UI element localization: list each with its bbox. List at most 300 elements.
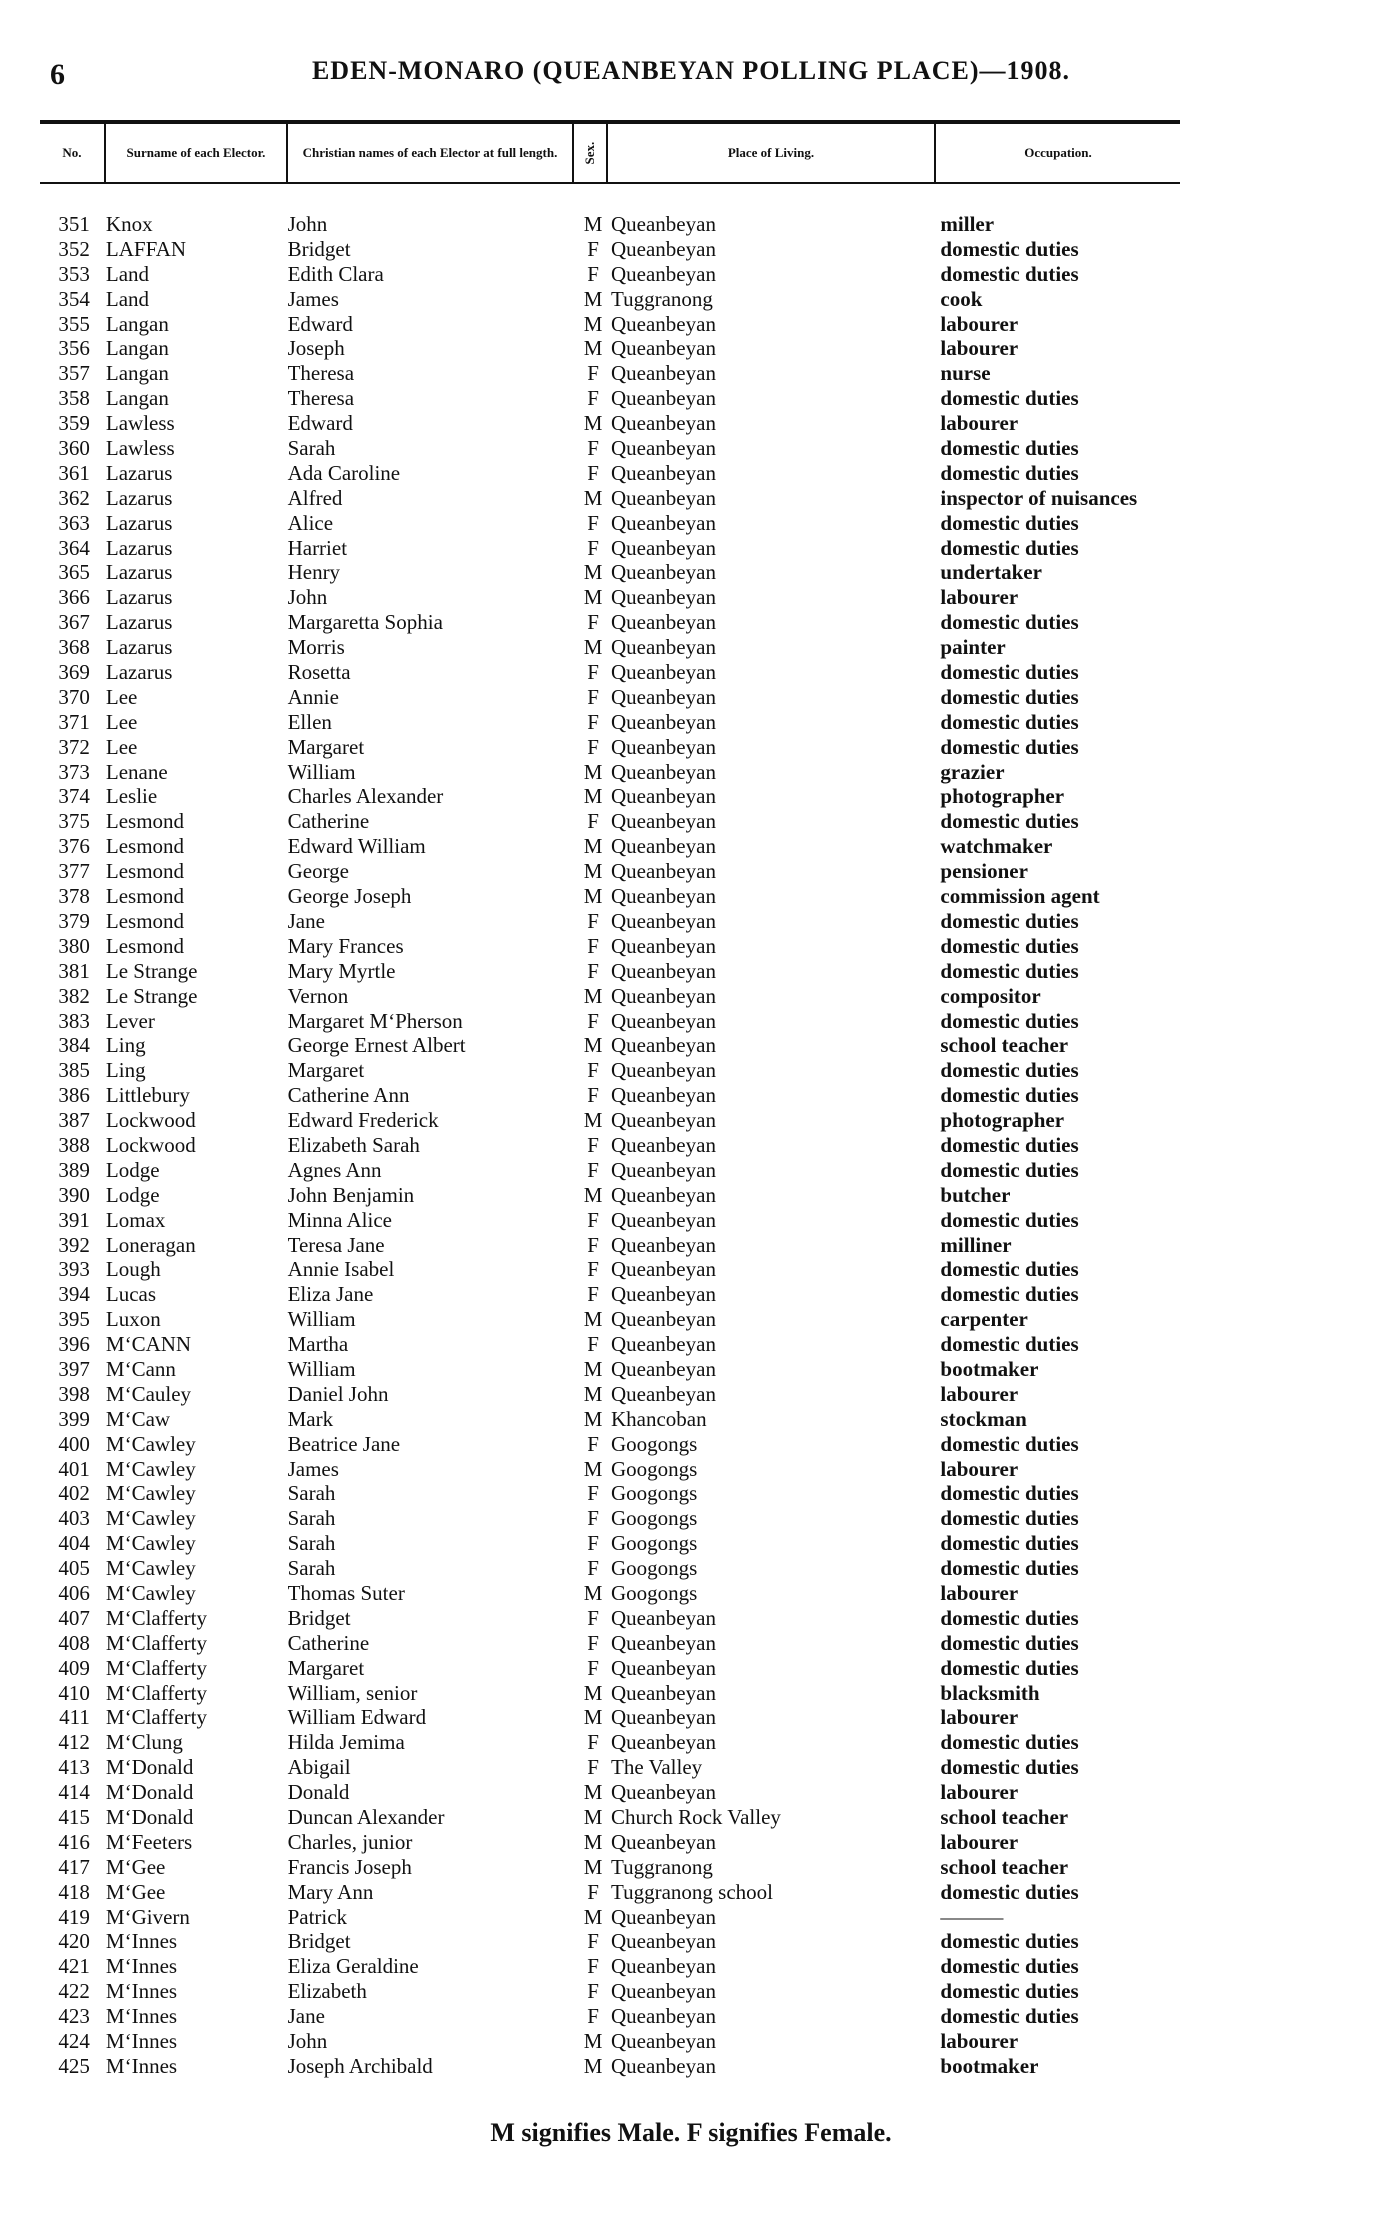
elector-sex: F xyxy=(587,460,599,485)
table-row xyxy=(40,1755,1180,1780)
elector-place: Queanbeyan xyxy=(611,386,716,411)
elector-sex: M xyxy=(583,1356,603,1381)
elector-surname: Knox xyxy=(105,212,153,236)
table-row xyxy=(40,312,1180,337)
elector-number: 425 xyxy=(58,2053,90,2078)
elector-sex: M xyxy=(583,1033,603,1058)
elector-christian-names: Ada Caroline xyxy=(287,460,401,485)
elector-number: 358 xyxy=(58,386,90,411)
elector-number: 398 xyxy=(58,1381,90,1406)
elector-occupation: domestic duties xyxy=(940,436,1079,461)
elector-occupation: pensioner xyxy=(940,859,1028,884)
elector-surname: M‘Gee xyxy=(105,1854,166,1879)
elector-place: Queanbeyan xyxy=(611,1381,716,1406)
elector-surname: Lodge xyxy=(105,1157,160,1182)
elector-number: 424 xyxy=(58,2029,90,2054)
elector-sex: M xyxy=(583,1904,603,1929)
elector-surname: M‘Caw xyxy=(105,1406,171,1431)
elector-sex: F xyxy=(587,386,599,411)
elector-number: 388 xyxy=(58,1132,90,1157)
elector-surname: M‘Innes xyxy=(105,2053,178,2078)
elector-occupation: labourer xyxy=(940,1381,1019,1406)
elector-christian-names: Margaret M‘Pherson xyxy=(287,1008,463,1033)
elector-sex: M xyxy=(583,859,603,884)
elector-occupation: domestic duties xyxy=(940,460,1079,485)
table-row xyxy=(40,1233,1180,1258)
table-row xyxy=(40,1880,1180,1905)
elector-number: 374 xyxy=(58,784,90,809)
table-row xyxy=(40,287,1180,312)
elector-number: 390 xyxy=(58,1182,90,1207)
elector-place: Queanbeyan xyxy=(611,460,716,485)
elector-occupation: ——— xyxy=(940,1904,1004,1929)
elector-sex: F xyxy=(587,1879,599,1904)
elector-sex: F xyxy=(587,1979,599,2004)
table-row xyxy=(40,660,1180,685)
elector-christian-names: Francis Joseph xyxy=(287,1854,412,1879)
elector-sex: F xyxy=(587,1954,599,1979)
elector-sex: M xyxy=(583,411,603,436)
elector-christian-names: Teresa Jane xyxy=(287,1232,385,1257)
elector-surname: M‘Cauley xyxy=(105,1381,192,1406)
elector-christian-names: Beatrice Jane xyxy=(287,1431,401,1456)
table-row xyxy=(40,685,1180,710)
table-row xyxy=(40,760,1180,785)
elector-sex: M xyxy=(583,1805,603,1829)
table-row xyxy=(40,984,1180,1009)
elector-sex: M xyxy=(583,759,603,784)
elector-occupation: domestic duties xyxy=(940,734,1079,759)
elector-christian-names: Edward xyxy=(287,311,353,336)
elector-christian-names: John xyxy=(287,2029,328,2054)
elector-place: Queanbeyan xyxy=(611,884,716,909)
elector-place: Googongs xyxy=(611,1456,698,1481)
elector-surname: M‘Cawley xyxy=(105,1580,196,1605)
elector-occupation: domestic duties xyxy=(940,1506,1079,1531)
elector-sex: M xyxy=(583,784,603,809)
elector-place: Queanbeyan xyxy=(611,983,716,1008)
elector-place: Queanbeyan xyxy=(611,933,716,958)
elector-sex: F xyxy=(587,1630,599,1655)
elector-christian-names: Mary Frances xyxy=(287,933,404,958)
elector-sex: F xyxy=(587,261,599,286)
elector-place: Queanbeyan xyxy=(611,485,716,510)
elector-place: Tuggranong xyxy=(611,1854,713,1879)
elector-occupation: labourer xyxy=(940,1580,1019,1605)
elector-occupation: domestic duties xyxy=(940,386,1079,411)
elector-surname: Ling xyxy=(105,1033,146,1058)
elector-surname: M‘Cawley xyxy=(105,1531,196,1556)
elector-occupation: labourer xyxy=(940,411,1019,436)
elector-surname: M‘Donald xyxy=(105,1780,194,1805)
elector-occupation: labourer xyxy=(940,1829,1019,1854)
table-row xyxy=(40,361,1180,386)
elector-surname: Le Strange xyxy=(105,983,198,1008)
elector-occupation: domestic duties xyxy=(940,958,1079,983)
elector-surname: Le Strange xyxy=(105,958,198,983)
table-row xyxy=(40,212,1180,237)
elector-number: 379 xyxy=(58,908,90,933)
elector-occupation: labourer xyxy=(940,1780,1019,1805)
elector-number: 378 xyxy=(58,884,90,909)
elector-sex: M xyxy=(583,1780,603,1805)
elector-place: Queanbeyan xyxy=(611,1979,716,2004)
elector-number: 353 xyxy=(58,261,90,286)
table-row xyxy=(40,884,1180,909)
elector-christian-names: Theresa xyxy=(287,361,355,386)
table-row xyxy=(40,1979,1180,2004)
table-row xyxy=(40,1257,1180,1282)
elector-occupation: labourer xyxy=(940,2029,1019,2054)
elector-occupation: domestic duties xyxy=(940,1282,1079,1307)
elector-surname: Loneragan xyxy=(105,1232,196,1257)
elector-number: 404 xyxy=(58,1531,90,1556)
elector-christian-names: James xyxy=(287,1456,339,1481)
elector-occupation: bootmaker xyxy=(940,2053,1039,2078)
elector-number: 357 xyxy=(58,361,90,386)
elector-christian-names: Margaret xyxy=(287,1058,365,1083)
elector-occupation: school teacher xyxy=(940,1033,1069,1058)
elector-sex: F xyxy=(587,1008,599,1033)
elector-sex: F xyxy=(587,1332,599,1357)
elector-surname: M‘Clafferty xyxy=(105,1680,207,1705)
elector-surname: Langan xyxy=(105,336,169,361)
footer-note: M signifies Male. F signifies Female. xyxy=(490,2118,892,2147)
elector-occupation: domestic duties xyxy=(940,908,1079,933)
elector-surname: M‘CANN xyxy=(105,1332,192,1357)
elector-occupation: domestic duties xyxy=(940,1655,1079,1680)
elector-sex: M xyxy=(583,1680,603,1705)
elector-occupation: butcher xyxy=(940,1182,1011,1207)
elector-number: 384 xyxy=(58,1033,90,1058)
elector-christian-names: Elizabeth Sarah xyxy=(287,1132,420,1157)
elector-occupation: domestic duties xyxy=(940,1481,1079,1506)
elector-number: 409 xyxy=(58,1655,90,1680)
table-row xyxy=(40,1457,1180,1482)
elector-sex: M xyxy=(583,336,603,361)
elector-surname: Lazarus xyxy=(105,460,173,485)
table-row xyxy=(40,1307,1180,1332)
elector-surname: Lockwood xyxy=(105,1108,196,1133)
elector-surname: M‘Cawley xyxy=(105,1506,196,1531)
table-row xyxy=(40,610,1180,635)
elector-occupation: milliner xyxy=(940,1232,1012,1257)
elector-place: Queanbeyan xyxy=(611,411,716,436)
elector-number: 385 xyxy=(58,1058,90,1083)
elector-occupation: watchmaker xyxy=(940,834,1053,859)
elector-surname: Lazarus xyxy=(105,610,173,635)
elector-place: Queanbeyan xyxy=(611,212,716,236)
elector-number: 366 xyxy=(58,585,90,610)
elector-surname: Ling xyxy=(105,1058,146,1083)
elector-christian-names: Jane xyxy=(287,2004,325,2029)
elector-christian-names: Morris xyxy=(287,635,345,660)
table-row xyxy=(40,1531,1180,1556)
elector-surname: Lesmond xyxy=(105,884,185,909)
table-row xyxy=(40,1282,1180,1307)
elector-christian-names: George Ernest Albert xyxy=(287,1033,466,1058)
elector-surname: Lazarus xyxy=(105,660,173,685)
elector-occupation: domestic duties xyxy=(940,535,1079,560)
elector-sex: F xyxy=(587,1058,599,1083)
elector-occupation: commission agent xyxy=(940,884,1100,909)
elector-number: 415 xyxy=(58,1805,90,1829)
elector-surname: M‘Givern xyxy=(105,1904,190,1929)
elector-surname: M‘Donald xyxy=(105,1805,194,1829)
elector-surname: Leslie xyxy=(105,784,158,809)
elector-surname: Langan xyxy=(105,361,169,386)
elector-number: 392 xyxy=(58,1232,90,1257)
elector-christian-names: Hilda Jemima xyxy=(287,1730,405,1755)
elector-number: 389 xyxy=(58,1157,90,1182)
elector-number: 407 xyxy=(58,1605,90,1630)
elector-christian-names: Harriet xyxy=(287,535,348,560)
table-row xyxy=(40,934,1180,959)
elector-place: Queanbeyan xyxy=(611,236,716,261)
elector-number: 417 xyxy=(58,1854,90,1879)
elector-place: Queanbeyan xyxy=(611,1655,716,1680)
elector-surname: Lesmond xyxy=(105,834,185,859)
elector-sex: F xyxy=(587,535,599,560)
elector-occupation: labourer xyxy=(940,311,1019,336)
elector-christian-names: Margaret xyxy=(287,734,365,759)
elector-surname: M‘Innes xyxy=(105,2004,178,2029)
elector-number: 403 xyxy=(58,1506,90,1531)
elector-place: Googongs xyxy=(611,1580,698,1605)
elector-sex: F xyxy=(587,1282,599,1307)
elector-place: Queanbeyan xyxy=(611,859,716,884)
elector-occupation: school teacher xyxy=(940,1805,1069,1829)
elector-occupation: blacksmith xyxy=(940,1680,1040,1705)
elector-surname: M‘Cawley xyxy=(105,1431,196,1456)
elector-occupation: domestic duties xyxy=(940,1755,1079,1780)
elector-occupation: photographer xyxy=(940,784,1065,809)
elector-christian-names: John xyxy=(287,212,328,236)
elector-number: 416 xyxy=(58,1829,90,1854)
elector-number: 355 xyxy=(58,311,90,336)
elector-place: Queanbeyan xyxy=(611,734,716,759)
elector-number: 418 xyxy=(58,1879,90,1904)
elector-sex: F xyxy=(587,684,599,709)
elector-number: 359 xyxy=(58,411,90,436)
elector-number: 362 xyxy=(58,485,90,510)
elector-sex: M xyxy=(583,560,603,585)
elector-christian-names: Alice xyxy=(287,510,334,535)
elector-surname: Lee xyxy=(105,709,138,734)
elector-sex: F xyxy=(587,610,599,635)
elector-place: Queanbeyan xyxy=(611,1182,716,1207)
elector-christian-names: James xyxy=(287,286,339,311)
elector-surname: Luxon xyxy=(105,1307,161,1332)
column-header-sex-label: Sex. xyxy=(581,141,597,165)
elector-occupation: domestic duties xyxy=(940,1929,1079,1954)
elector-place: Queanbeyan xyxy=(611,1705,716,1730)
elector-number: 363 xyxy=(58,510,90,535)
table-row xyxy=(40,2029,1180,2054)
elector-number: 420 xyxy=(58,1929,90,1954)
elector-christian-names: Charles Alexander xyxy=(287,784,444,809)
elector-christian-names: Sarah xyxy=(287,1481,336,1506)
elector-number: 376 xyxy=(58,834,90,859)
elector-surname: M‘Feeters xyxy=(105,1829,193,1854)
elector-number: 410 xyxy=(58,1680,90,1705)
table-row xyxy=(40,1382,1180,1407)
elector-sex: F xyxy=(587,1730,599,1755)
elector-christian-names: Annie Isabel xyxy=(287,1257,395,1282)
elector-christian-names: Duncan Alexander xyxy=(287,1805,445,1829)
table-row xyxy=(40,1656,1180,1681)
elector-sex: F xyxy=(587,1232,599,1257)
elector-sex: F xyxy=(587,510,599,535)
table-row xyxy=(40,1357,1180,1382)
elector-sex: F xyxy=(587,1431,599,1456)
elector-christian-names: Rosetta xyxy=(287,660,351,685)
elector-occupation: domestic duties xyxy=(940,1630,1079,1655)
elector-surname: M‘Innes xyxy=(105,1929,178,1954)
elector-number: 423 xyxy=(58,2004,90,2029)
elector-christian-names: Sarah xyxy=(287,1531,336,1556)
elector-surname: Lenane xyxy=(105,759,168,784)
elector-surname: Lockwood xyxy=(105,1132,196,1157)
page-title: EDEN-MONARO (QUEANBEYAN POLLING PLACE)—1908. xyxy=(311,56,1071,85)
table-row xyxy=(40,1133,1180,1158)
elector-number: 386 xyxy=(58,1083,90,1108)
elector-number: 391 xyxy=(58,1207,90,1232)
elector-place: Queanbeyan xyxy=(611,1332,716,1357)
elector-occupation: domestic duties xyxy=(940,1332,1079,1357)
column-header-surname: Surname of each Elector. xyxy=(106,124,288,182)
elector-surname: Lawless xyxy=(105,411,175,436)
table-row xyxy=(40,461,1180,486)
column-header-sex xyxy=(574,124,608,182)
elector-number: 351 xyxy=(58,212,90,236)
elector-place: Queanbeyan xyxy=(611,1033,716,1058)
table-row xyxy=(40,834,1180,859)
elector-place: Queanbeyan xyxy=(611,1605,716,1630)
elector-occupation: domestic duties xyxy=(940,1058,1079,1083)
table-row xyxy=(40,486,1180,511)
elector-christian-names: Martha xyxy=(287,1332,349,1357)
elector-sex: M xyxy=(583,1381,603,1406)
table-row xyxy=(40,1705,1180,1730)
elector-sex: M xyxy=(583,2053,603,2078)
elector-occupation: domestic duties xyxy=(940,1132,1079,1157)
elector-place: Queanbeyan xyxy=(611,1307,716,1332)
elector-number: 412 xyxy=(58,1730,90,1755)
elector-place: Queanbeyan xyxy=(611,311,716,336)
elector-number: 419 xyxy=(58,1904,90,1929)
table-row xyxy=(40,560,1180,585)
elector-sex: M xyxy=(583,1829,603,1854)
elector-surname: Lesmond xyxy=(105,809,185,834)
elector-occupation: domestic duties xyxy=(940,236,1079,261)
elector-place: Khancoban xyxy=(611,1406,707,1431)
elector-christian-names: Henry xyxy=(287,560,341,585)
table-row xyxy=(40,237,1180,262)
elector-surname: Lee xyxy=(105,734,138,759)
elector-surname: Lesmond xyxy=(105,859,185,884)
elector-number: 401 xyxy=(58,1456,90,1481)
elector-place: Church Rock Valley xyxy=(611,1805,781,1829)
elector-surname: Lever xyxy=(105,1008,155,1033)
elector-surname: Lazarus xyxy=(105,535,173,560)
elector-occupation: labourer xyxy=(940,1456,1019,1481)
elector-place: Googongs xyxy=(611,1506,698,1531)
table-row xyxy=(40,1581,1180,1606)
elector-surname: M‘Clafferty xyxy=(105,1655,207,1680)
elector-christian-names: Abigail xyxy=(287,1755,351,1780)
elector-sex: F xyxy=(587,1132,599,1157)
elector-number: 400 xyxy=(58,1431,90,1456)
table-row xyxy=(40,1929,1180,1954)
elector-occupation: domestic duties xyxy=(940,510,1079,535)
elector-number: 370 xyxy=(58,684,90,709)
elector-christian-names: Mark xyxy=(287,1406,334,1431)
elector-number: 394 xyxy=(58,1282,90,1307)
elector-place: Queanbeyan xyxy=(611,635,716,660)
elector-number: 382 xyxy=(58,983,90,1008)
elector-number: 381 xyxy=(58,958,90,983)
elector-sex: M xyxy=(583,1705,603,1730)
table-row xyxy=(40,1108,1180,1133)
elector-number: 408 xyxy=(58,1630,90,1655)
elector-place: Queanbeyan xyxy=(611,1132,716,1157)
elector-christian-names: Catherine Ann xyxy=(287,1083,410,1108)
table-row xyxy=(40,1432,1180,1457)
elector-sex: F xyxy=(587,1755,599,1780)
table-row xyxy=(40,635,1180,660)
column-header-christian-names: Christian names of each Elector at full length. xyxy=(288,124,574,182)
elector-number: 422 xyxy=(58,1979,90,2004)
table-row xyxy=(40,1631,1180,1656)
elector-sex: F xyxy=(587,1929,599,1954)
elector-christian-names: Joseph xyxy=(287,336,345,361)
elector-christian-names: Catherine xyxy=(287,809,370,834)
elector-place: Queanbeyan xyxy=(611,1083,716,1108)
elector-place: Queanbeyan xyxy=(611,610,716,635)
table-row xyxy=(40,1208,1180,1233)
elector-place: Queanbeyan xyxy=(611,2004,716,2029)
elector-place: Queanbeyan xyxy=(611,560,716,585)
table-row xyxy=(40,1681,1180,1706)
elector-christian-names: Minna Alice xyxy=(287,1207,392,1232)
elector-occupation: domestic duties xyxy=(940,1157,1079,1182)
elector-christian-names: William xyxy=(287,759,356,784)
table-row xyxy=(40,1332,1180,1357)
column-header-row xyxy=(40,120,1180,184)
elector-number: 356 xyxy=(58,336,90,361)
elector-occupation: carpenter xyxy=(940,1307,1028,1332)
elector-sex: M xyxy=(583,286,603,311)
elector-sex: M xyxy=(583,311,603,336)
elector-occupation: domestic duties xyxy=(940,610,1079,635)
elector-sex: F xyxy=(587,1257,599,1282)
elector-surname: Lesmond xyxy=(105,933,185,958)
elector-sex: F xyxy=(587,908,599,933)
elector-place: Queanbeyan xyxy=(611,535,716,560)
elector-christian-names: Daniel John xyxy=(287,1381,389,1406)
elector-sex: F xyxy=(587,1083,599,1108)
elector-surname: Langan xyxy=(105,311,169,336)
elector-occupation: domestic duties xyxy=(940,1979,1079,2004)
elector-christian-names: Bridget xyxy=(287,236,351,261)
elector-sex: M xyxy=(583,1108,603,1133)
elector-number: 383 xyxy=(58,1008,90,1033)
elector-sex: M xyxy=(583,884,603,909)
elector-place: Queanbeyan xyxy=(611,1232,716,1257)
elector-sex: F xyxy=(587,436,599,461)
elector-place: Tuggranong school xyxy=(611,1879,773,1904)
